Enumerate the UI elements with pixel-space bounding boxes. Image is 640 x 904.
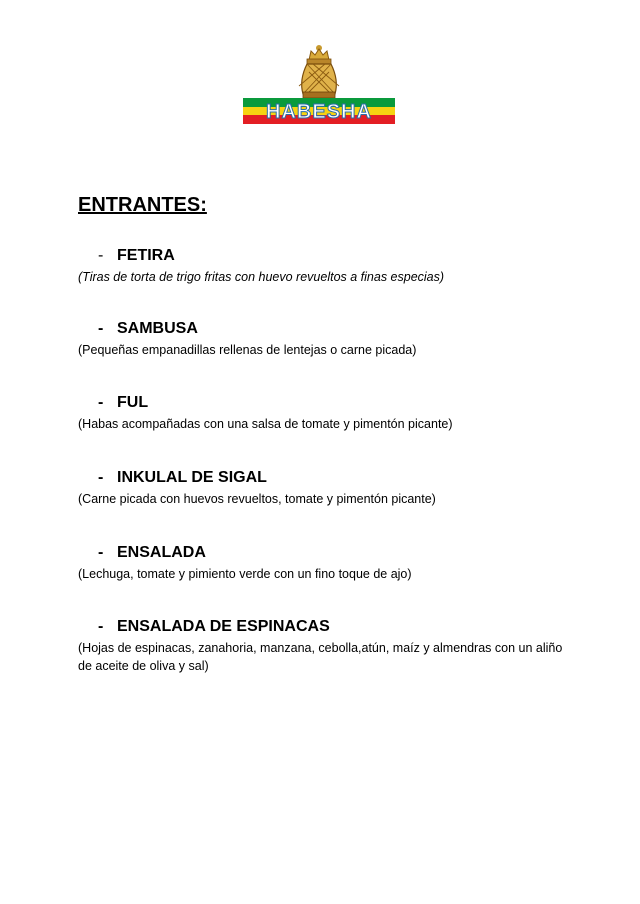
dish-item <box>78 617 568 675</box>
dish-description: (Tiras de torta de trigo fritas con huevo revueltos a finas especias) <box>78 270 445 284</box>
dish-description: (Lechuga, tomate y pimiento verde con un fino toque de ajo) <box>78 567 412 581</box>
dish-item <box>78 393 568 433</box>
dish-name: ENSALADA <box>117 544 206 561</box>
dish-description: (Pequeñas empanadillas rellenas de lentejas o carne picada) <box>78 343 417 357</box>
dish-dash: - <box>98 618 104 635</box>
habesha-logo <box>243 42 395 124</box>
dish-dash: - <box>98 394 104 411</box>
dish-description: (Hojas de espinacas, zanahoria, manzana, cebolla,atún, maíz y almendras con un aliño de aceite de oliva y sal) <box>78 641 563 673</box>
dish-description: (Habas acompañadas con una salsa de tomate y pimentón picante) <box>78 417 453 431</box>
dish-item <box>78 319 568 359</box>
dish-item <box>78 468 568 508</box>
dish-dash: - <box>98 320 104 337</box>
dish-name: ENSALADA DE ESPINACAS <box>117 618 330 635</box>
dish-name: FETIRA <box>117 247 175 264</box>
dish-name: SAMBUSA <box>117 320 198 337</box>
dish-name: INKULAL DE SIGAL <box>117 469 267 486</box>
dish-dash: - <box>98 247 104 264</box>
dish-name: FUL <box>117 394 149 411</box>
dish-description: (Carne picada con huevos revueltos, tomate y pimentón picante) <box>78 492 436 506</box>
logo-text: HABESHA <box>266 101 372 123</box>
section-title: ENTRANTES: <box>78 194 207 216</box>
dish-dash: - <box>98 469 104 486</box>
dish-item <box>78 543 568 583</box>
crown-basket-icon <box>243 42 395 124</box>
dish-dash: - <box>98 544 104 561</box>
dish-item <box>78 246 568 286</box>
